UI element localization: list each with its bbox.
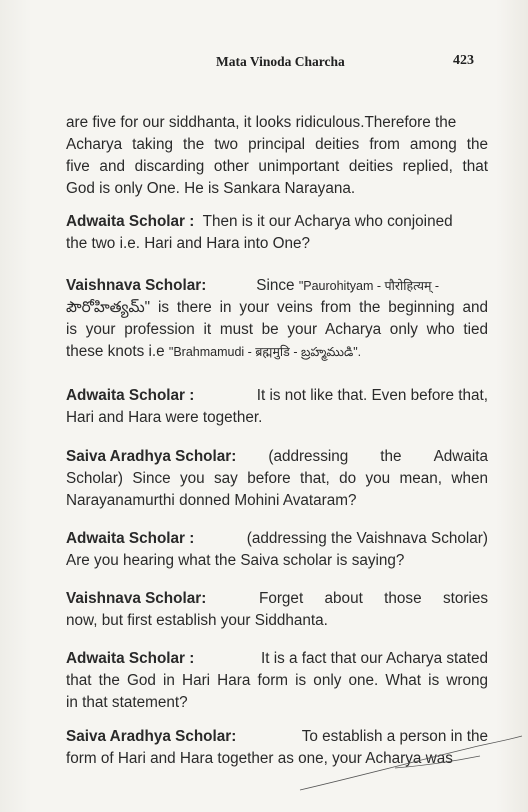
text-line: పౌరోహిత్యమ్" is there in your veins from the beginning and <box>66 299 488 316</box>
speaker-name: Adwaita Scholar : <box>66 650 195 667</box>
text-line: are five for our siddhanta, it looks ridiculous.Therefore the <box>66 114 457 131</box>
text-line: these knots i.e "Brahmamudi - ब्रह्ममुडि - బ్రహ్మముడి". <box>66 343 362 360</box>
speaker-name: Adwaita Scholar : <box>66 530 195 547</box>
text-line: God is only One. He is Sankara Narayana. <box>66 180 356 197</box>
speaker-name: Saiva Aradhya Scholar: <box>66 448 237 465</box>
text-line: in that statement? <box>66 694 188 711</box>
text-line: Are you hearing what the Saiva scholar is saying? <box>66 552 405 569</box>
text-line: Hari and Hara were together. <box>66 409 263 426</box>
speaker-name: Saiva Aradhya Scholar: <box>66 728 237 745</box>
text-line: that the God in Hari Hara form is only one. What is wrong <box>66 672 488 689</box>
text-line: form of Hari and Hara together as one, your Acharya was <box>66 750 453 767</box>
running-header-title: Mata Vinoda Charcha <box>216 54 345 69</box>
text-line: Narayanamurthi donned Mohini Avataram? <box>66 492 357 509</box>
text-line: Saiva Aradhya Scholar: To establish a person in the <box>66 726 488 748</box>
speaker-name: Vaishnava Scholar: <box>66 590 207 607</box>
pen-stroke <box>300 736 522 790</box>
text-line: Adwaita Scholar : It is not like that. Even before that, <box>66 385 488 407</box>
text-line: the two i.e. Hari and Hara into One? <box>66 235 311 252</box>
speaker-name: Adwaita Scholar : <box>66 213 195 230</box>
speaker-name: Vaishnava Scholar: <box>66 277 207 294</box>
text-line: Vaishnava Scholar: Forget about those stories <box>66 588 488 610</box>
speaker-name: Adwaita Scholar : <box>66 387 195 404</box>
page-number: 423 <box>453 53 474 68</box>
text-line: is your profession it must be your Acharya only who tied <box>66 321 488 338</box>
text-line: Scholar) Since you say before that, do you mean, when <box>66 470 488 487</box>
text-line: now, but first establish your Siddhanta. <box>66 612 328 629</box>
text-line: Saiva Aradhya Scholar: (addressing the Adwaita <box>66 446 488 468</box>
text-line: five and discarding other unimportant deities replied, that <box>66 158 488 175</box>
text-line: Adwaita Scholar : Then is it our Acharya who conjoined <box>66 213 453 230</box>
text-line: Adwaita Scholar : It is a fact that our Acharya stated <box>66 648 488 670</box>
pen-stroke <box>395 756 480 768</box>
text-line: Acharya taking the two principal deities from among the <box>66 136 488 153</box>
text-line: Adwaita Scholar : (addressing the Vaishnava Scholar) <box>66 528 488 550</box>
text-line: Vaishnava Scholar: Since "Paurohityam - पौरोहित्यम् - <box>66 277 440 294</box>
